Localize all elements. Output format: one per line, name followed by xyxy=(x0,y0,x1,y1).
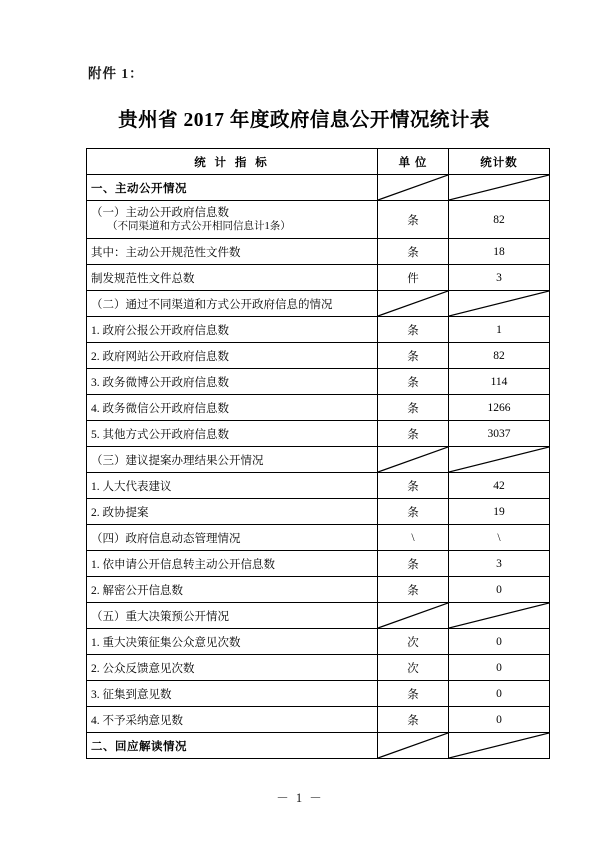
row-unit-cell: 条 xyxy=(378,369,449,395)
row-count-cell: 3 xyxy=(449,551,550,577)
table-row xyxy=(87,239,550,265)
table-row xyxy=(87,525,550,551)
row-count-cell: 0 xyxy=(449,681,550,707)
row-label-cell: 2. 政府网站公开政府信息数 xyxy=(87,343,378,369)
header-cell-count: 统计数 xyxy=(449,149,550,175)
table-row xyxy=(87,265,550,291)
row-label-cell: 其中：主动公开规范性文件数 xyxy=(87,239,378,265)
table-row xyxy=(87,473,550,499)
row-unit-cell: 条 xyxy=(378,499,449,525)
row-unit-cell: 条 xyxy=(378,421,449,447)
table-row xyxy=(87,733,550,759)
row-unit-cell-slash xyxy=(378,603,449,629)
row-unit-cell: 条 xyxy=(378,317,449,343)
row-unit-cell: 件 xyxy=(378,265,449,291)
table-header-row xyxy=(87,149,550,175)
row-unit-cell: 条 xyxy=(378,551,449,577)
row-count-cell: 114 xyxy=(449,369,550,395)
row-label-cell: 1. 依申请公开信息转主动公开信息数 xyxy=(87,551,378,577)
row-count-cell: 82 xyxy=(449,343,550,369)
row-count-cell: 1266 xyxy=(449,395,550,421)
row-count-cell-slash xyxy=(449,175,550,201)
row-unit-cell: 条 xyxy=(378,201,449,239)
row-unit-cell: 条 xyxy=(378,681,449,707)
row-count-cell: 19 xyxy=(449,499,550,525)
row-unit-cell-slash xyxy=(378,733,449,759)
table-row xyxy=(87,343,550,369)
row-label-cell: 2. 解密公开信息数 xyxy=(87,577,378,603)
row-unit-cell: 条 xyxy=(378,577,449,603)
row-unit-cell: 条 xyxy=(378,395,449,421)
row-unit-cell: 条 xyxy=(378,473,449,499)
row-count-cell: 1 xyxy=(449,317,550,343)
table-row xyxy=(87,175,550,201)
table-row xyxy=(87,707,550,733)
row-label-cell: 1. 政府公报公开政府信息数 xyxy=(87,317,378,343)
table-row xyxy=(87,655,550,681)
row-unit-cell-slash xyxy=(378,447,449,473)
statistics-table xyxy=(86,148,550,759)
row-count-cell: 0 xyxy=(449,707,550,733)
row-count-cell-slash xyxy=(449,603,550,629)
row-label-cell: 1. 重大决策征集公众意见次数 xyxy=(87,629,378,655)
row-label-cell: 4. 政务微信公开政府信息数 xyxy=(87,395,378,421)
table-row xyxy=(87,499,550,525)
table-row xyxy=(87,681,550,707)
row-label-cell: 一、主动公开情况 xyxy=(87,175,378,201)
row-unit-cell: 次 xyxy=(378,629,449,655)
row-label-cell: （三）建议提案办理结果公开情况 xyxy=(87,447,378,473)
page-number: － 1 － xyxy=(276,791,324,805)
table-row xyxy=(87,395,550,421)
table-row xyxy=(87,447,550,473)
row-label-cell: 5. 其他方式公开政府信息数 xyxy=(87,421,378,447)
row-count-cell: \ xyxy=(449,525,550,551)
row-count-cell-slash xyxy=(449,447,550,473)
row-label-cell: 4. 不予采纳意见数 xyxy=(87,707,378,733)
row-unit-cell-slash xyxy=(378,175,449,201)
row-label-cell: 2. 公众反馈意见次数 xyxy=(87,655,378,681)
row-label-note: （不同渠道和方式公开相同信息计1条） xyxy=(107,221,291,233)
row-label-cell xyxy=(87,201,378,239)
row-count-cell: 18 xyxy=(449,239,550,265)
header-cell-index: 统 计 指 标 xyxy=(87,149,378,175)
row-label-cell: 制发规范性文件总数 xyxy=(87,265,378,291)
row-label-cell: （五）重大决策预公开情况 xyxy=(87,603,378,629)
row-count-cell: 42 xyxy=(449,473,550,499)
row-count-cell: 3037 xyxy=(449,421,550,447)
row-count-cell: 0 xyxy=(449,655,550,681)
row-unit-cell-slash xyxy=(378,291,449,317)
row-unit-cell: 条 xyxy=(378,239,449,265)
table-row xyxy=(87,317,550,343)
table-row xyxy=(87,577,550,603)
row-unit-cell: 条 xyxy=(378,707,449,733)
table-body xyxy=(87,149,550,759)
row-label-cell: 1. 人大代表建议 xyxy=(87,473,378,499)
row-count-cell: 0 xyxy=(449,577,550,603)
table-row xyxy=(87,551,550,577)
table-row xyxy=(87,201,550,239)
row-count-cell: 82 xyxy=(449,201,550,239)
row-count-cell: 0 xyxy=(449,629,550,655)
row-unit-cell: 次 xyxy=(378,655,449,681)
row-count-cell-slash xyxy=(449,291,550,317)
table-row xyxy=(87,603,550,629)
table-row xyxy=(87,629,550,655)
row-label-cell: 3. 政务微博公开政府信息数 xyxy=(87,369,378,395)
row-label-main: （一）主动公开政府信息数 xyxy=(91,206,229,219)
row-label-cell: 3. 征集到意见数 xyxy=(87,681,378,707)
table-row xyxy=(87,291,550,317)
row-unit-cell: \ xyxy=(378,525,449,551)
page-title: 贵州省 2017 年度政府信息公开情况统计表 xyxy=(118,110,490,131)
row-label-cell: 2. 政协提案 xyxy=(87,499,378,525)
table-row xyxy=(87,421,550,447)
row-label-cell: （二）通过不同渠道和方式公开政府信息的情况 xyxy=(87,291,378,317)
row-unit-cell: 条 xyxy=(378,343,449,369)
header-cell-unit: 单 位 xyxy=(378,149,449,175)
row-count-cell-slash xyxy=(449,733,550,759)
table-row xyxy=(87,369,550,395)
attachment-label: 附件 1： xyxy=(88,66,144,81)
row-label-cell: 二、回应解读情况 xyxy=(87,733,378,759)
row-label-cell: （四）政府信息动态管理情况 xyxy=(87,525,378,551)
row-count-cell: 3 xyxy=(449,265,550,291)
